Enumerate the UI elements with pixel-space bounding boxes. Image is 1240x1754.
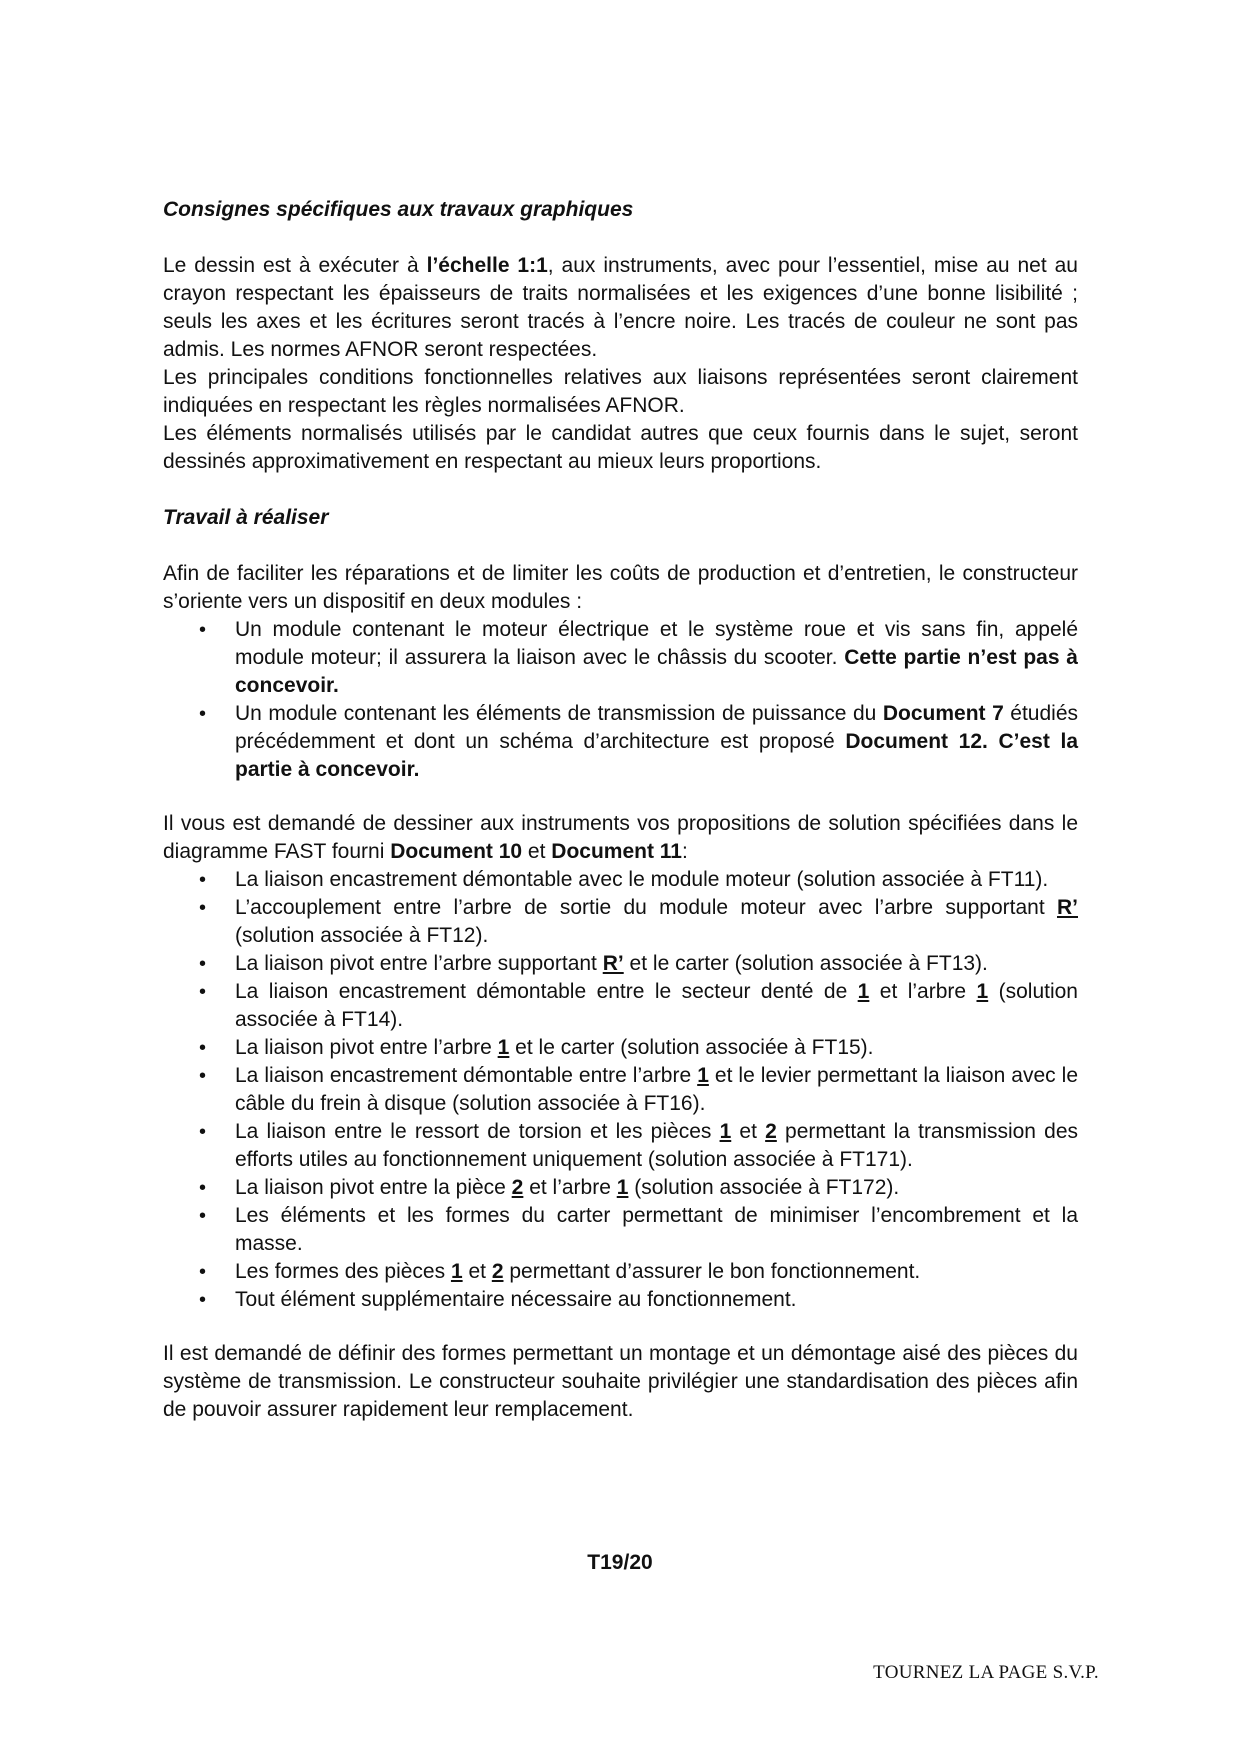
bullet-icon: • (199, 981, 207, 1003)
list-item: • La liaison pivot entre la pièce 2 et l’arbre 1 (solution associée à FT172). (163, 1174, 1078, 1202)
section-title-travail: Travail à réaliser (163, 506, 329, 529)
list-item: • Tout élément supplémentaire nécessaire au fonctionnement. (163, 1286, 1078, 1314)
paragraph-travail-intro: Afin de faciliter les réparations et de limiter les coûts de production et d’entretien, le constructeur s’oriente vers un dispositif en deux modules : (163, 562, 1078, 613)
module-list (163, 616, 1078, 784)
list-item: • La liaison pivot entre l’arbre supportant R’ et le carter (solution associée à FT13). (163, 950, 1078, 978)
list-item: • La liaison entre le ressort de torsion et les pièces 1 et 2 permettant la transmission des efforts utiles au fonctionnement uniquement (solution associée à FT171). (199, 1120, 1079, 1171)
section-title-consignes: Consignes spécifiques aux travaux graphiques (163, 198, 634, 221)
paragraph-consignes-2: Les principales conditions fonctionnelles relatives aux liaisons représentées seront clairement indiquées en respectant les règles normalisées AFNOR. (163, 366, 1078, 417)
list-item: • La liaison encastrement démontable entre l’arbre 1 et le levier permettant la liaison avec le câble du frein à disque (solution associée à FT16). (199, 1064, 1078, 1115)
list-item: • Les éléments et les formes du carter permettant de minimiser l’encombrement et la masse. (199, 1204, 1078, 1255)
list-item: • L’accouplement entre l’arbre de sortie du module moteur avec l’arbre supportant R’ (solution associée à FT12). (199, 896, 1078, 947)
paragraph-closing: Il est demandé de définir des formes permettant un montage et un démontage aisé des pièces du système de transmission. Le constructeur souhaite privilégier une standardisation des pièces afin de pouvoir assurer rapidement leur remplacement. (163, 1342, 1078, 1421)
bullet-icon: • (199, 1289, 207, 1311)
list-item: • Les formes des pièces 1 et 2 permettant d’assurer le bon fonctionnement. (163, 1258, 1078, 1286)
requirements-list (163, 866, 1078, 1314)
bullet-icon: • (199, 1205, 207, 1227)
list-item: • Un module contenant les éléments de transmission de puissance du Document 7 étudiés précédemment et dont un schéma d’architecture est proposé Document 12. C’est la partie à concevoir. (199, 702, 1079, 781)
bullet-icon: • (199, 1065, 207, 1087)
document-body (163, 196, 1078, 1424)
page-number: T19/20 (587, 1551, 653, 1574)
bullet-icon: • (199, 1121, 207, 1143)
list-item: • La liaison encastrement démontable entre le secteur denté de 1 et l’arbre 1 (solution associée à FT14). (199, 980, 1078, 1031)
bullet-icon: • (199, 953, 207, 975)
list-item: • Un module contenant le moteur électrique et le système roue et vis sans fin, appelé module moteur; il assurera la liaison avec le châssis du scooter. Cette partie n’est pas à concevoir. (199, 618, 1078, 697)
bullet-icon: • (199, 869, 207, 891)
paragraph-consignes-1: Le dessin est à exécuter à l’échelle 1:1, aux instruments, avec pour l’essentiel, mise au net au crayon respectant les épaisseurs de traits normalisées et les exigences d’une bonne lisibilité ; seuls les axes et les écritures seront tracés à l’encre noire. Les tracés de couleur ne sont pas admis. Les normes AFNOR seront respectées. (163, 254, 1078, 361)
list-item: • La liaison encastrement démontable avec le module moteur (solution associée à FT11). (163, 866, 1078, 894)
paragraph-demande-intro: Il vous est demandé de dessiner aux instruments vos propositions de solution spécifiées dans le diagramme FAST fourni Document 10 et Document 11: (163, 812, 1078, 863)
bullet-icon: • (199, 1177, 207, 1199)
bullet-icon: • (199, 1261, 207, 1283)
paragraph-consignes-3: Les éléments normalisés utilisés par le candidat autres que ceux fournis dans le sujet, seront dessinés approximativement en respectant au mieux leurs proportions. (163, 422, 1078, 473)
list-item: • La liaison pivot entre l’arbre 1 et le carter (solution associée à FT15). (163, 1034, 1078, 1062)
footer-turn-page: TOURNEZ LA PAGE S.V.P. (873, 1662, 1099, 1683)
bullet-icon: • (199, 1037, 207, 1059)
bullet-icon: • (199, 619, 207, 641)
bullet-icon: • (199, 703, 207, 725)
bullet-icon: • (199, 897, 207, 919)
